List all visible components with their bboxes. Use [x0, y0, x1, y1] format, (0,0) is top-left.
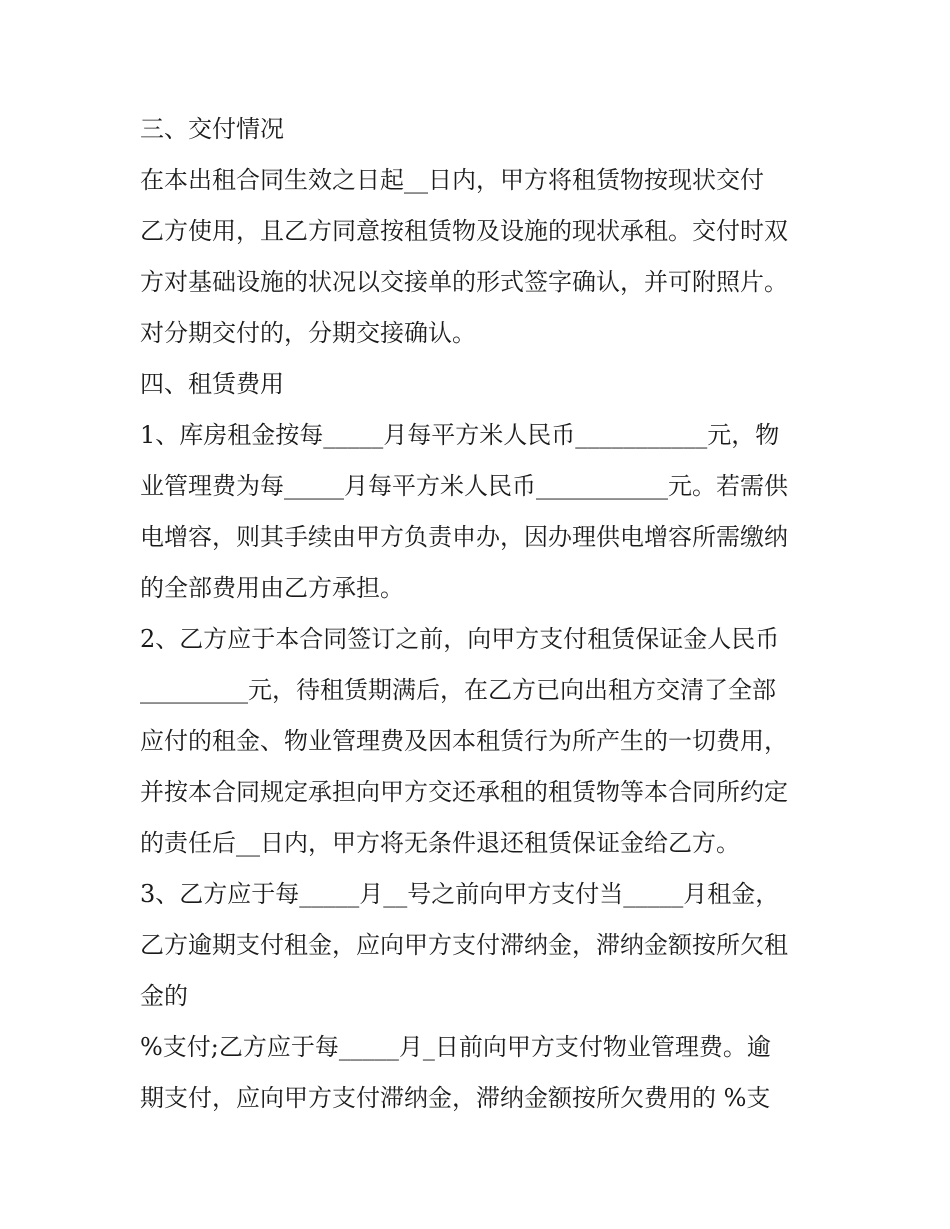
paragraph-line: 金的 [140, 982, 188, 1010]
paragraph-line: 并按本合同规定承担向甲方交还承租的租赁物等本合同所约定 [140, 778, 788, 806]
section-heading-rental-fees: 四、租赁费用 [140, 370, 284, 398]
paragraph-line: 的全部费用由乙方承担。 [140, 574, 404, 602]
paragraph-line: 在本出租合同生效之日起__日内，甲方将租赁物按现状交付 [140, 166, 764, 194]
paragraph-line: 乙方逾期支付租金，应向甲方支付滞纳金，滞纳金额按所欠租 [140, 931, 788, 959]
section-heading-delivery: 三、交付情况 [140, 115, 284, 143]
paragraph-line: 对分期交付的，分期交接确认。 [140, 319, 476, 347]
paragraph-line: 1、库房租金按每_____月每平方米人民币___________元，物 [140, 421, 780, 449]
paragraph-line: %支付;乙方应于每_____月_日前向甲方支付物业管理费。逾 [140, 1033, 771, 1061]
paragraph-line: 2、乙方应于本合同签订之前，向甲方支付租赁保证金人民币 [140, 625, 780, 653]
paragraph-line: _________元，待租赁期满后，在乙方已向出租方交清了全部 [140, 676, 776, 704]
paragraph-line: 乙方使用，且乙方同意按租赁物及设施的现状承租。交付时双 [140, 217, 788, 245]
document-body [140, 104, 820, 1124]
paragraph-line: 3、乙方应于每_____月__号之前向甲方支付当_____月租金， [140, 880, 780, 908]
paragraph-line: 的责任后__日内，甲方将无条件退还租赁保证金给乙方。 [140, 829, 740, 857]
paragraph-line: 方对基础设施的状况以交接单的形式签字确认，并可附照片。 [140, 268, 788, 296]
paragraph-line: 电增容，则其手续由甲方负责申办，因办理供电增容所需缴纳 [140, 523, 788, 551]
paragraph-line: 业管理费为每_____月每平方米人民币___________元。若需供 [140, 472, 788, 500]
paragraph-line: 期支付，应向甲方支付滞纳金，滞纳金额按所欠费用的 %支 [140, 1084, 771, 1112]
paragraph-line: 应付的租金、物业管理费及因本租赁行为所产生的一切费用， [140, 727, 788, 755]
